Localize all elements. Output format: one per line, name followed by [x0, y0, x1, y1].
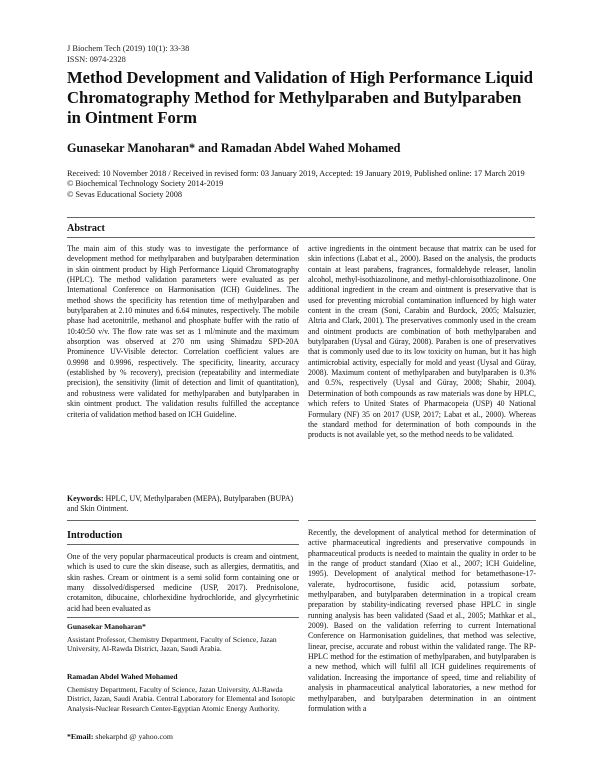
- keywords-label: Keywords:: [67, 494, 104, 503]
- header-divider: [67, 217, 535, 218]
- abstract-paragraph: The main aim of this study was to investigate the performance of development method for methylparaben and butylparaben determination in skin ointment product by High Performance Liquid Chromatography (HPLC). The method validation parameters were evaluated as per International Conference on Harmonisation (ICH) Guidelines. The method shows the specificity has retention time of methylparaben and butylparaben at 2.10 minutes and 6.64 minutes, respectively. The mobile phase had acetonitrile, methanol and phosphate buffer with the ratio of 10:40:50 v/v. The flow rate was set as 1 ml/minute and the maximum absorption was observed at 270 nm using Shimadzu SPD-20A Prominence UV-Visible detector. Correlation coefficient values are 0.9998 and 0.9996, respectively. The specificity, linearity, accuracy (established by % recovery), precision (repeatability and intermediate precision), the sensitivity (limit of detection and limit of quantitation), and robustness were validated for methylparaben and butylparaben in skin ointment product. The validation results fulfilled the acceptance criteria of validation method based on ICH Guideline.: [67, 244, 299, 419]
- affiliation-divider: [67, 617, 299, 618]
- email-value[interactable]: shekarphd @ yahoo.com: [95, 732, 173, 741]
- paper-title: Method Development and Validation of High Performance Liquid Chromatography Method for Methylparaben and Butylparaben in Ointment Form: [67, 68, 534, 127]
- right-paragraph-1: active ingredients in the ointment because that matrix can be used for skin infections (Labat et al., 2000). Based on the analysis, the products contain at least parabens, fragrances, formaldehyde releaser, lanolin alcohol, methyl-isothiazolinone, and methyl-chloroisothiazolinone. One additional ingredient in the cream and ointment is preservative that is used for preventing microbial contamination influenced by high water content in the cream (Soni, Carabin and Burdock, 2005; Malsuzier, Altria and Clark, 2001). The preservatives commonly used in the cream and ointment products are combination of both methylparaben and butylparaben (Uysal and Güray, 2008). Paraben is one of preservatives that is commonly used due to its low toxicity on human, but it has high antimicrobial activity, especially for mold and yeast (Uysal and Güray, 2008). Maximum content of methylparaben and butylparaben is 0.3% and 0.5%, respectively (Uysal and Güray, 2008; Shabir, 2004). Determination of both compounds as raw materials was done by HPLC, which refers to United States of Pharmacopeia (USP) 40 National Formulary (NF) 35 on 2017 (USP, 2017; Labat et al., 2000). Whereas the standard method for determination of both compounds in the products is not available yet, so the method needs to be validated.: [308, 244, 536, 440]
- introduction-paragraph: One of the very popular pharmaceutical products is cream and ointment, which is used to cure the skin disease, such as allergies, dermatitis, and skin rashes. Cream or ointment is a semi solid form containing one or many dissolved/dispersed medicine (USP, 2017). Prednisolone, crotamiton, dibucaine, chlorhexidine hydrochloride, and glycyrrhetinic acid had been evaluated as: [67, 552, 299, 613]
- dates-block: [67, 169, 537, 200]
- abstract-text: [67, 244, 299, 420]
- introduction-heading: Introduction: [67, 530, 123, 541]
- journal-issn: ISSN: 0974-2328: [67, 55, 126, 64]
- authors: Gunasekar Manoharan* and Ramadan Abdel Wahed Mohamed: [67, 141, 401, 155]
- received-dates: Received: 10 November 2018 / Received in revised form: 03 January 2019, Accepted: 19 January 2019, Published online: 17 March 2019: [67, 169, 525, 178]
- introduction-text: [67, 552, 299, 614]
- affiliation-2-name: Ramadan Abdel Wahed Mohamed: [67, 672, 178, 681]
- right-column-divider: [308, 520, 536, 521]
- affiliation-1: [67, 622, 299, 654]
- email-label: *Email:: [67, 732, 94, 741]
- right-paragraph-2: Recently, the development of analytical method for determination of active pharmaceutical ingredients and preservative compounds in pharmaceutical products is needed to maintain the quality in order to be in the range of product standard (Xiao et al., 2007; ICH Guideline, 1995). Development of analytical method for betamethasone-17-valerate, hydrocortisone, fusidic acid, potassium sorbate, methylparaben, and butylparaben determination in a tropical cream preparation by stability-indicating reversed phase HPLC in single running analysis has been validated (Saad et al., 2005; Mathkar et al., 2009). Based on the validation referring to current International Conference on Harmonisation guidelines, that method was selective, linear, precise, accurate and robust within the validated range. The RP-HPLC method for the estimation of methylparaben, and butylparaben is a new method, which will fulfil all ICH guidelines requirements of validation. Increasing the importance of speed, time and reliability of analysis in pharmaceutical analytical laboratories, a new method for methylparaben, and butylparaben determination in an ointment formulation with a: [308, 528, 536, 713]
- email-line: [67, 732, 173, 741]
- right-column-para-1: [308, 244, 536, 441]
- abstract-heading: Abstract: [67, 223, 105, 234]
- journal-meta: [67, 43, 189, 65]
- keywords: [67, 494, 299, 515]
- copyright-line-1: © Biochemical Technology Society 2014-2019: [67, 179, 224, 189]
- affiliation-1-name: Gunasekar Manoharan*: [67, 622, 146, 631]
- right-column-para-2: [308, 528, 536, 714]
- affiliation-2-text: Chemistry Department, Faculty of Science, Jazan University, Al-Rawda District, Jazan, Saudi Arabia. Central Laboratory for Elemental and Isotopic Analysis-Nuclear Research Center-Egyptian Atomic Energy Authority.: [67, 684, 296, 713]
- introduction-divider: [67, 544, 299, 545]
- copyright-line-2: © Sevas Educational Society 2008: [67, 189, 183, 199]
- keywords-text: HPLC, UV, Methylparaben (MEPA), Butylparaben (BUPA) and Skin Ointment.: [67, 494, 294, 514]
- affiliation-1-text: Assistant Professor, Chemistry Department, Faculty of Science, Jazan University, Al-Rawda District, Jazan, Saudi Arabia.: [67, 634, 277, 654]
- affiliation-2: [67, 672, 299, 713]
- journal-citation: J Biochem Tech (2019) 10(1): 33-38: [67, 44, 190, 53]
- keywords-divider: [67, 520, 299, 521]
- abstract-divider: [67, 237, 535, 238]
